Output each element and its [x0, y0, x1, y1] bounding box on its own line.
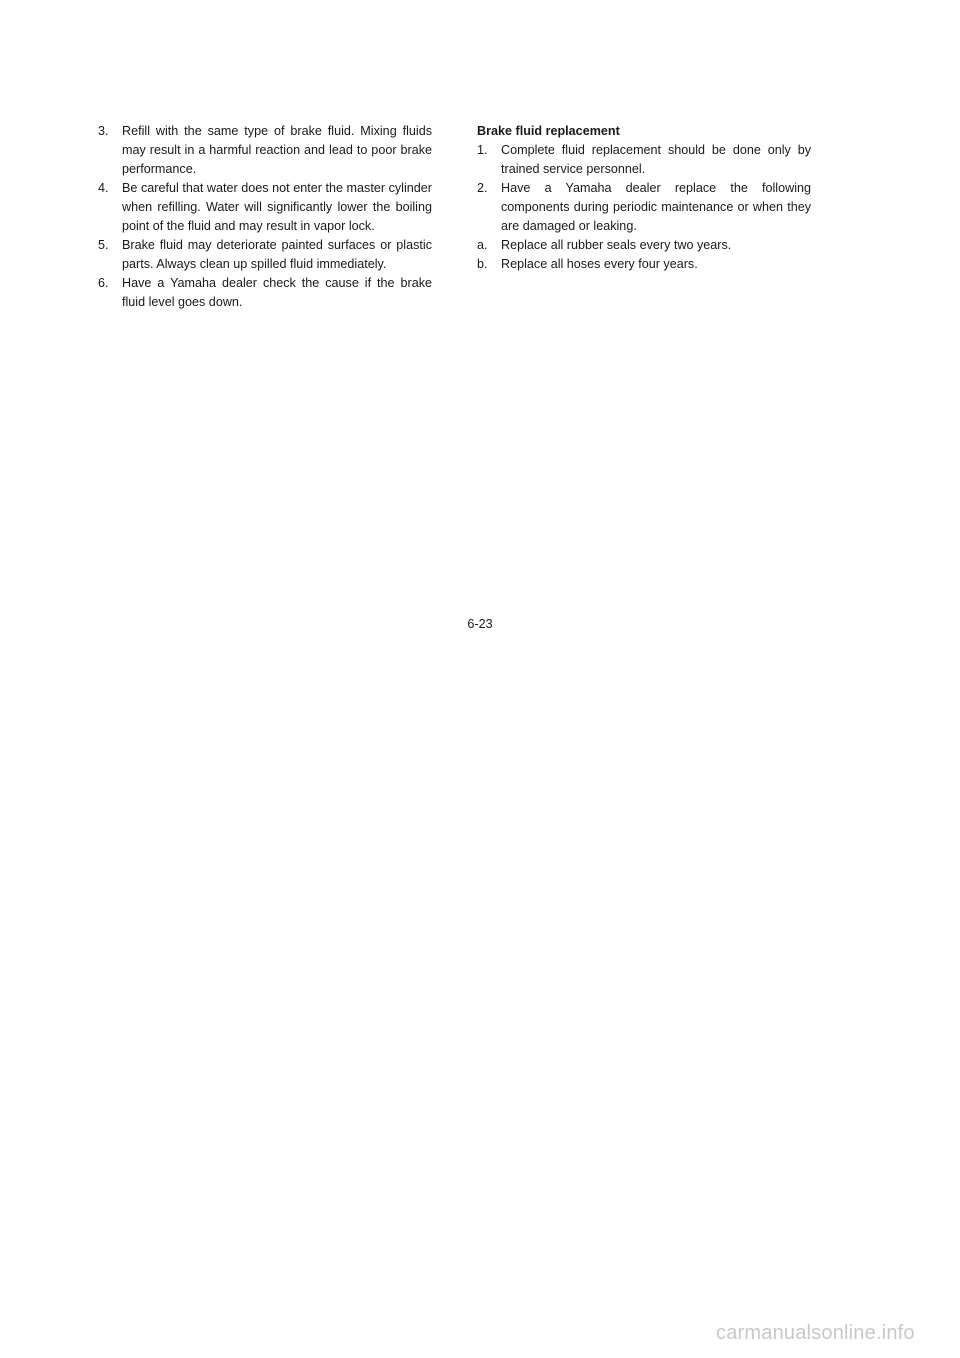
item-number: 6.	[98, 276, 109, 290]
item-text: Replace all rubber seals every two years.	[501, 238, 732, 252]
item-text: Be careful that water does not enter the master cylinder when refilling. Water will significantly lower the boiling point of the fluid and may result in vapor lock.	[122, 181, 432, 233]
list-item	[477, 179, 811, 236]
list-item	[477, 255, 811, 274]
item-number: b.	[477, 257, 488, 271]
item-number: 3.	[98, 124, 109, 138]
list-item	[477, 236, 811, 255]
list-item	[98, 236, 432, 274]
left-column	[98, 122, 432, 312]
page-number: 6-23	[467, 617, 493, 631]
list-item	[98, 274, 432, 312]
item-number: 4.	[98, 181, 109, 195]
item-number: 5.	[98, 238, 109, 252]
item-text: Have a Yamaha dealer replace the following components during periodic maintenance or when they are damaged or leaking.	[501, 181, 811, 233]
item-number: 1.	[477, 143, 488, 157]
item-text: Refill with the same type of brake fluid. Mixing fluids may result in a harmful reaction and lead to poor brake performance.	[122, 124, 432, 176]
right-column	[477, 122, 811, 274]
list-item	[477, 141, 811, 179]
item-text: Replace all hoses every four years.	[501, 257, 698, 271]
section-heading: Brake fluid replacement	[477, 124, 620, 138]
item-text: Have a Yamaha dealer check the cause if the brake fluid level goes down.	[122, 276, 432, 309]
item-text: Brake fluid may deteriorate painted surfaces or plastic parts. Always clean up spilled fluid immediately.	[122, 238, 432, 271]
list-item	[98, 179, 432, 236]
item-number: 2.	[477, 181, 488, 195]
watermark-text: carmanualsonline.info	[716, 1322, 915, 1344]
item-text: Complete fluid replacement should be done only by trained service personnel.	[501, 143, 811, 176]
item-number: a.	[477, 238, 488, 252]
list-item	[98, 122, 432, 179]
